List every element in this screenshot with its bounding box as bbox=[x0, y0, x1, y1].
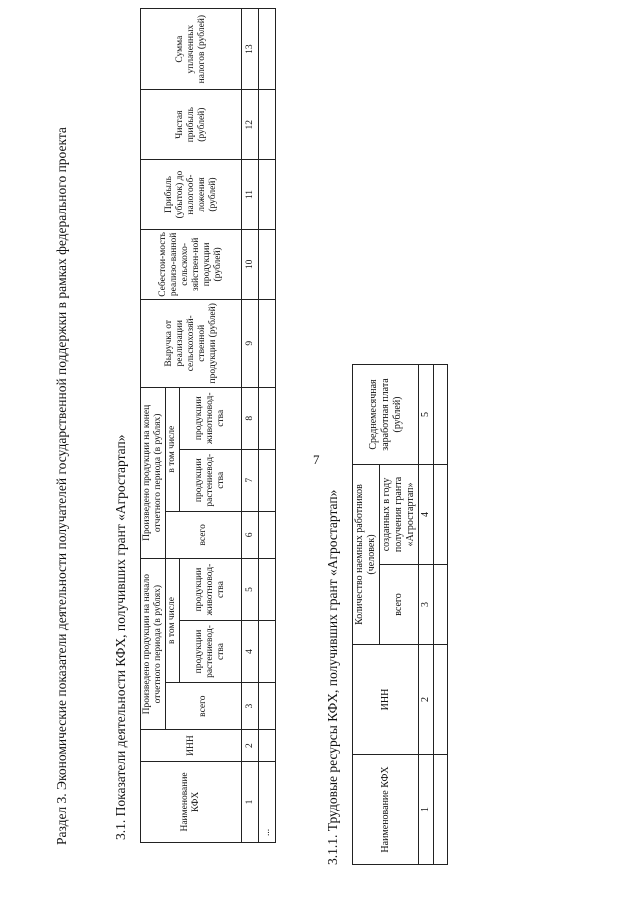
header-start-including: в том числе bbox=[166, 559, 180, 683]
section-3-1-title: 3.1. Показатели деятельности КФХ, получивших грант «Агростартап» bbox=[113, 434, 128, 840]
empty-cell bbox=[259, 730, 276, 762]
header-inn: ИНН bbox=[141, 730, 242, 762]
section-heading: Раздел 3. Экономические показатели деятельности получателей государственной поддержки в рамках федерального проекта bbox=[54, 127, 69, 845]
header-end-including: в том числе bbox=[166, 387, 180, 511]
header-produced-end: Произведено продукции на конец отчетного периода (в рублях) bbox=[141, 387, 166, 558]
labor-col-number: 3 bbox=[419, 565, 434, 645]
col-number: 7 bbox=[242, 449, 259, 511]
header-start-livestock: продукции животновод-ства bbox=[180, 559, 242, 621]
col-number: 4 bbox=[242, 621, 259, 683]
page-number: 7 bbox=[313, 452, 320, 467]
empty-cell bbox=[259, 9, 276, 90]
empty-cell bbox=[259, 621, 276, 683]
header-end-total: всего bbox=[166, 511, 242, 558]
empty-cell bbox=[259, 229, 276, 299]
header-net-profit: Чистая прибыль (рублей) bbox=[141, 90, 242, 160]
empty-cell bbox=[434, 645, 448, 755]
col-number: 5 bbox=[242, 559, 259, 621]
empty-cell bbox=[434, 465, 448, 565]
header-profit-before-tax: Прибыль (убыток) до налогооб-ложения (рублей) bbox=[141, 160, 242, 230]
col-number: 12 bbox=[242, 90, 259, 160]
empty-cell bbox=[259, 449, 276, 511]
empty-cell bbox=[434, 755, 448, 865]
empty-cell bbox=[259, 299, 276, 387]
empty-cell bbox=[259, 559, 276, 621]
labor-header-salary: Среднемесячная заработная плата (рублей) bbox=[353, 365, 419, 465]
col-number: 11 bbox=[242, 160, 259, 230]
header-end-crop: продукции растениевод-ства bbox=[180, 449, 242, 511]
labor-header-total: всего bbox=[380, 565, 419, 645]
empty-cell bbox=[259, 682, 276, 729]
col-number: 9 bbox=[242, 299, 259, 387]
header-produced-start: Произведено продукции на начало отчетного периода (в рублях) bbox=[141, 559, 166, 730]
labor-col-number: 1 bbox=[419, 755, 434, 865]
empty-cell bbox=[259, 387, 276, 449]
header-name: Наименование КФХ bbox=[141, 761, 242, 842]
col-number: 1 bbox=[242, 761, 259, 842]
header-end-livestock: продукции животновод-ства bbox=[180, 387, 242, 449]
labor-header-inn: ИНН bbox=[353, 645, 419, 755]
header-start-crop: продукции растениевод-ства bbox=[180, 621, 242, 683]
labor-col-number: 5 bbox=[419, 365, 434, 465]
col-number: 10 bbox=[242, 229, 259, 299]
header-start-total: всего bbox=[166, 682, 242, 729]
col-number: 6 bbox=[242, 511, 259, 558]
empty-cell bbox=[259, 90, 276, 160]
empty-cell bbox=[434, 365, 448, 465]
header-cost: Себестои-мость реализо-ванной сельскохо-зяйствен-ной продукции (рублей) bbox=[141, 229, 242, 299]
empty-cell bbox=[259, 160, 276, 230]
kfh-labor-table bbox=[352, 364, 448, 865]
empty-cell bbox=[259, 511, 276, 558]
col-number: 3 bbox=[242, 682, 259, 729]
labor-col-number: 4 bbox=[419, 465, 434, 565]
kfh-performance-table bbox=[140, 8, 276, 843]
col-number: 13 bbox=[242, 9, 259, 90]
labor-header-workers: Количество наемных работников (человек) bbox=[353, 465, 380, 645]
labor-col-number: 2 bbox=[419, 645, 434, 755]
labor-header-created: созданных в году получения гранта «Агростартап» bbox=[380, 465, 419, 565]
header-taxes: Сумма уплаченных налогов (рублей) bbox=[141, 9, 242, 90]
empty-cell bbox=[434, 565, 448, 645]
section-3-1-1-title: 3.1.1. Трудовые ресурсы КФХ, получивших грант «Агростартап» bbox=[325, 489, 340, 865]
ellipsis-cell: ... bbox=[259, 761, 276, 842]
col-number: 2 bbox=[242, 730, 259, 762]
header-revenue: Выручка от реализации сельскохозяй-ственной продукции (рублей) bbox=[141, 299, 242, 387]
labor-header-name: Наименование КФХ bbox=[353, 755, 419, 865]
col-number: 8 bbox=[242, 387, 259, 449]
